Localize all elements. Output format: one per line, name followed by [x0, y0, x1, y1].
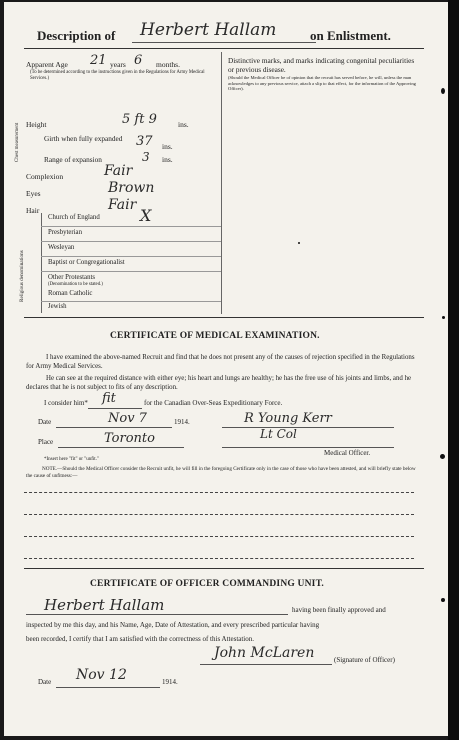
range-label: Range of expansion — [44, 155, 102, 164]
range-value: 3 — [142, 150, 150, 164]
attestation-paper — [4, 2, 448, 736]
medical-signature: R Young Kerr — [244, 411, 332, 426]
religion-item: Church of England — [48, 214, 100, 221]
consider-label: I consider him* — [44, 399, 88, 407]
officer-signature: John McLaren — [214, 645, 315, 661]
height-unit: ins. — [178, 120, 189, 129]
hair-value: Fair — [108, 197, 137, 213]
eyes-label: Eyes — [26, 189, 41, 198]
consider-value: fit — [102, 391, 116, 406]
religion-side-label: Religious denominations — [19, 250, 25, 302]
chest-side-label: Chest measurement — [15, 122, 20, 162]
age-note: (To be determined according to the instructions given in the Regulations for Army Medical Services.) — [30, 70, 205, 81]
officer-date-year: 1914. — [162, 678, 178, 686]
officer-para-1: having been finally approved and — [292, 606, 386, 614]
eyes-value: Brown — [108, 180, 155, 196]
date-value: Nov 7 — [108, 411, 147, 426]
complexion-value: Fair — [104, 163, 133, 179]
religion-mark: X — [140, 206, 152, 225]
religion-item-note: (Denomination to be stated.) — [48, 282, 103, 287]
complexion-label: Complexion — [26, 172, 64, 181]
date-label: Date — [38, 418, 52, 426]
medical-para-2: He can see at the required distance with either eye; his heart and lungs are healthy; he has the free use of his joints and limbs, and he declares that he is not subject to fits of any description. — [26, 375, 412, 392]
age-years: 21 — [90, 53, 107, 68]
medical-heading: CERTIFICATE OF MEDICAL EXAMINATION. — [110, 331, 320, 341]
officer-para-3: been recorded, I certify that I am satisfied with the correctness of this Attestation. — [26, 635, 255, 643]
scan-edge — [448, 0, 459, 740]
officer-heading: CERTIFICATE OF OFFICER COMMANDING UNIT. — [90, 579, 324, 589]
place-label: Place — [38, 438, 54, 446]
marks-heading: Distinctive marks, and marks indicating congenital peculiarities or previous disease. — [228, 56, 415, 74]
place-value: Toronto — [104, 431, 155, 446]
medical-para-1: I have examined the above-named Recruit and find that he does not present any of the causes of rejection specified in the Regulations for Army Medical Services. — [26, 354, 415, 371]
insert-note: *Insert here "fit" or "unfit." — [44, 457, 99, 462]
height-label: Height — [26, 120, 47, 129]
hair-label: Hair — [26, 206, 40, 215]
officer-recruit-name: Herbert Hallam — [44, 596, 165, 614]
title-left: Description of — [37, 28, 116, 43]
officer-para-2: inspected by me this day, and his Name, Age, Date of Attestation, and every prescribed particular having — [26, 621, 320, 629]
age-label: Apparent Age — [26, 60, 68, 69]
religion-item: Jewish — [48, 303, 67, 310]
recruit-name: Herbert Hallam — [140, 20, 277, 40]
religion-item: Wesleyan — [48, 244, 75, 251]
girth-label: Girth when fully expanded — [44, 134, 123, 143]
officer-date-value: Nov 12 — [76, 667, 127, 683]
officer-date-label: Date — [38, 678, 52, 686]
age-months: 6 — [134, 53, 143, 68]
religion-item: Baptist or Congregationalist — [48, 259, 125, 266]
age-months-label: months. — [156, 60, 180, 69]
medical-signature-rank: Lt Col — [260, 427, 297, 441]
range-unit: ins. — [162, 155, 173, 164]
title-right: on Enlistment. — [310, 28, 391, 43]
girth-value: 37 — [136, 134, 153, 149]
officer-signature-label: (Signature of Officer) — [334, 656, 395, 664]
height-value: 5 ft 9 — [122, 112, 157, 127]
age-years-label: years — [110, 60, 126, 69]
date-year: 1914. — [174, 418, 190, 426]
girth-unit: ins. — [162, 142, 173, 151]
consider-tail: for the Canadian Over-Seas Expeditionary Force. — [144, 399, 283, 407]
unfit-note: NOTE.—Should the Medical Officer consider the Recruit unfit, he will fill in the foregoing Certificate only in the case of those who have been attested, and will briefly state below the cause of unfitness:— — [26, 466, 416, 479]
religion-item: Presbyterian — [48, 229, 82, 236]
religion-item: Other Protestants — [48, 274, 96, 281]
officer-label: Medical Officer. — [324, 449, 371, 457]
marks-note: (Should the Medical Officer be of opinion that the recruit has served before, he will, unless the man acknowledges to any previous service, attach a slip to that effect, for the information of the Approving Officer). — [228, 75, 416, 92]
religion-item: Roman Catholic — [48, 290, 93, 297]
